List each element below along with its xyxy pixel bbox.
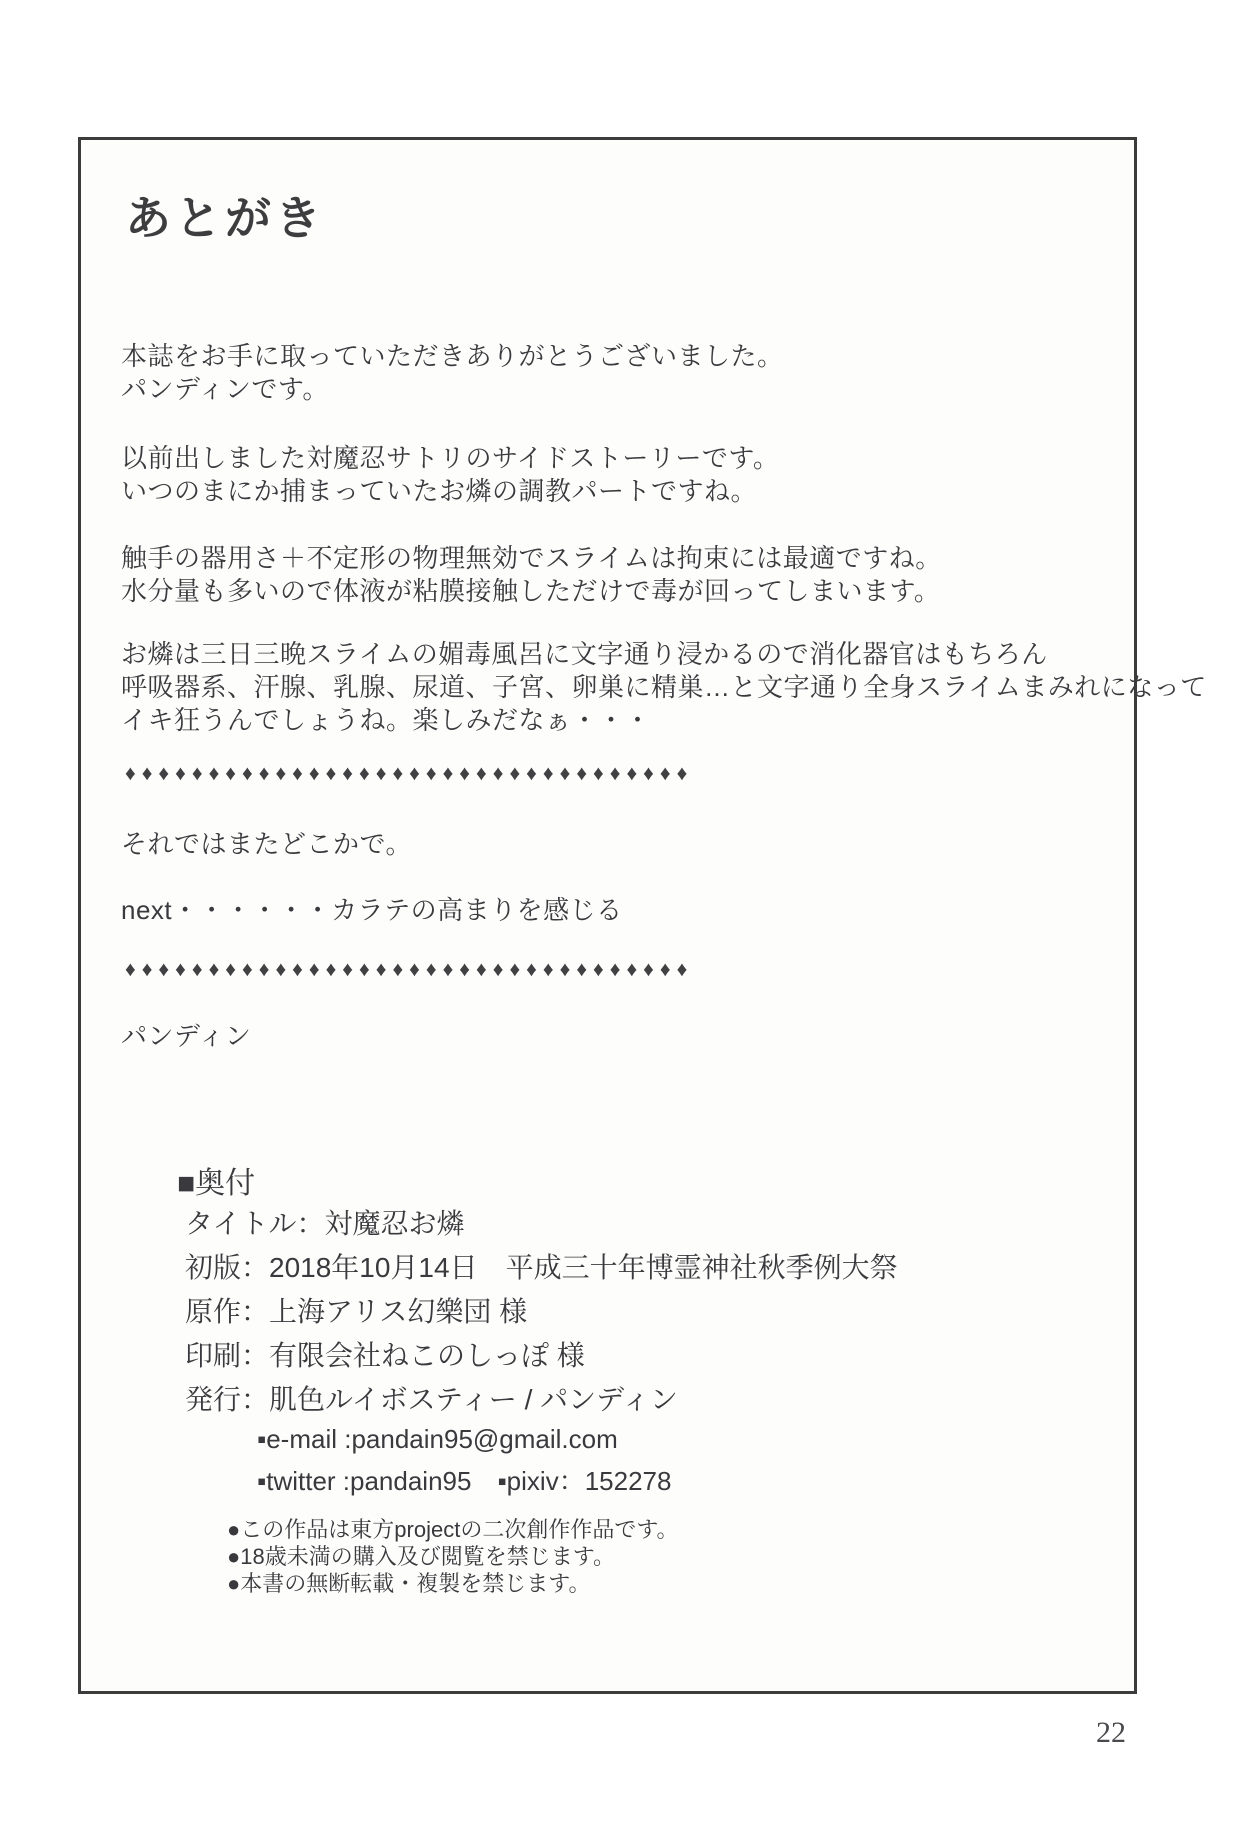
paragraph-line: イキ狂うんでしょうね。楽しみだなぁ・・・: [121, 705, 652, 735]
paragraph-line: 以前出しました対魔忍サトリのサイドストーリーです。: [121, 443, 780, 473]
colophon-rows: [185, 1202, 898, 1422]
paragraph-line: 本誌をお手に取っていただきありがとうございました。: [121, 341, 784, 371]
afterword-paragraph: [121, 638, 1207, 737]
paragraph-line: 呼吸器系、汗腺、乳腺、尿道、子宮、卵巣に精巣…と文字通り全身スライムまみれになって: [121, 672, 1207, 702]
notice-line: ●18歳未満の購入及び閲覧を禁じます。: [227, 1544, 615, 1569]
paragraph-line: いつのまにか捕まっていたお燐の調教パートですね。: [121, 476, 758, 506]
afterword-paragraph: [121, 442, 779, 508]
paragraph-line: パンディンです。: [121, 374, 329, 404]
afterword-paragraph: [121, 542, 942, 608]
colophon-row-first-edition: 初版：2018年10月14日 平成三十年博霊神社秋季例大祭: [185, 1252, 898, 1283]
contact-rows: [257, 1418, 671, 1502]
notice-line: ●本書の無断転載・複製を禁じます。: [227, 1571, 591, 1596]
page-number: 22: [1096, 1716, 1126, 1749]
paragraph-line: 水分量も多いので体液が粘膜接触しただけで毒が回ってしまいます。: [121, 576, 941, 606]
colophon-row-original-work: 原作：上海アリス幻樂団 様: [185, 1296, 528, 1327]
closing-line: それではまたどこかで。: [121, 829, 412, 859]
afterword-paragraph: [121, 340, 784, 406]
paragraph-line: 触手の器用さ＋不定形の物理無効でスライムは拘束には最適ですね。: [121, 543, 942, 573]
afterword-title: あとがき: [125, 192, 325, 244]
colophon-row-printer: 印刷：有限会社ねこのしっぽ 様: [185, 1340, 585, 1371]
next-teaser-line: next・・・・・・カラテの高まりを感じる: [121, 895, 623, 925]
contact-twitter-pixiv: ▪twitter :pandain95 ▪pixiv：152278: [257, 1466, 672, 1496]
paragraph-line: お燐は三日三晩スライムの媚毒風呂に文字通り浸かるので消化器官はもちろん: [121, 639, 1048, 669]
notice-line: ●この作品は東方projectの二次創作作品です。: [227, 1517, 679, 1542]
paper: [78, 137, 1207, 1694]
author-signature: パンディン: [121, 1021, 252, 1051]
contact-email: ▪e-mail :pandain95@gmail.com: [257, 1424, 618, 1454]
colophon-row-title: タイトル：対魔忍お燐: [185, 1208, 465, 1239]
diamond-separator: ♦♦♦♦♦♦♦♦♦♦♦♦♦♦♦♦♦♦♦♦♦♦♦♦♦♦♦♦♦♦♦♦♦♦: [125, 762, 694, 785]
colophon-row-publisher: 発行：肌色ルイボスティー / パンディン: [185, 1384, 678, 1415]
colophon-heading: ■奥付: [177, 1167, 256, 1200]
diamond-separator: ♦♦♦♦♦♦♦♦♦♦♦♦♦♦♦♦♦♦♦♦♦♦♦♦♦♦♦♦♦♦♦♦♦♦: [125, 958, 694, 981]
legal-notices: [227, 1516, 679, 1597]
